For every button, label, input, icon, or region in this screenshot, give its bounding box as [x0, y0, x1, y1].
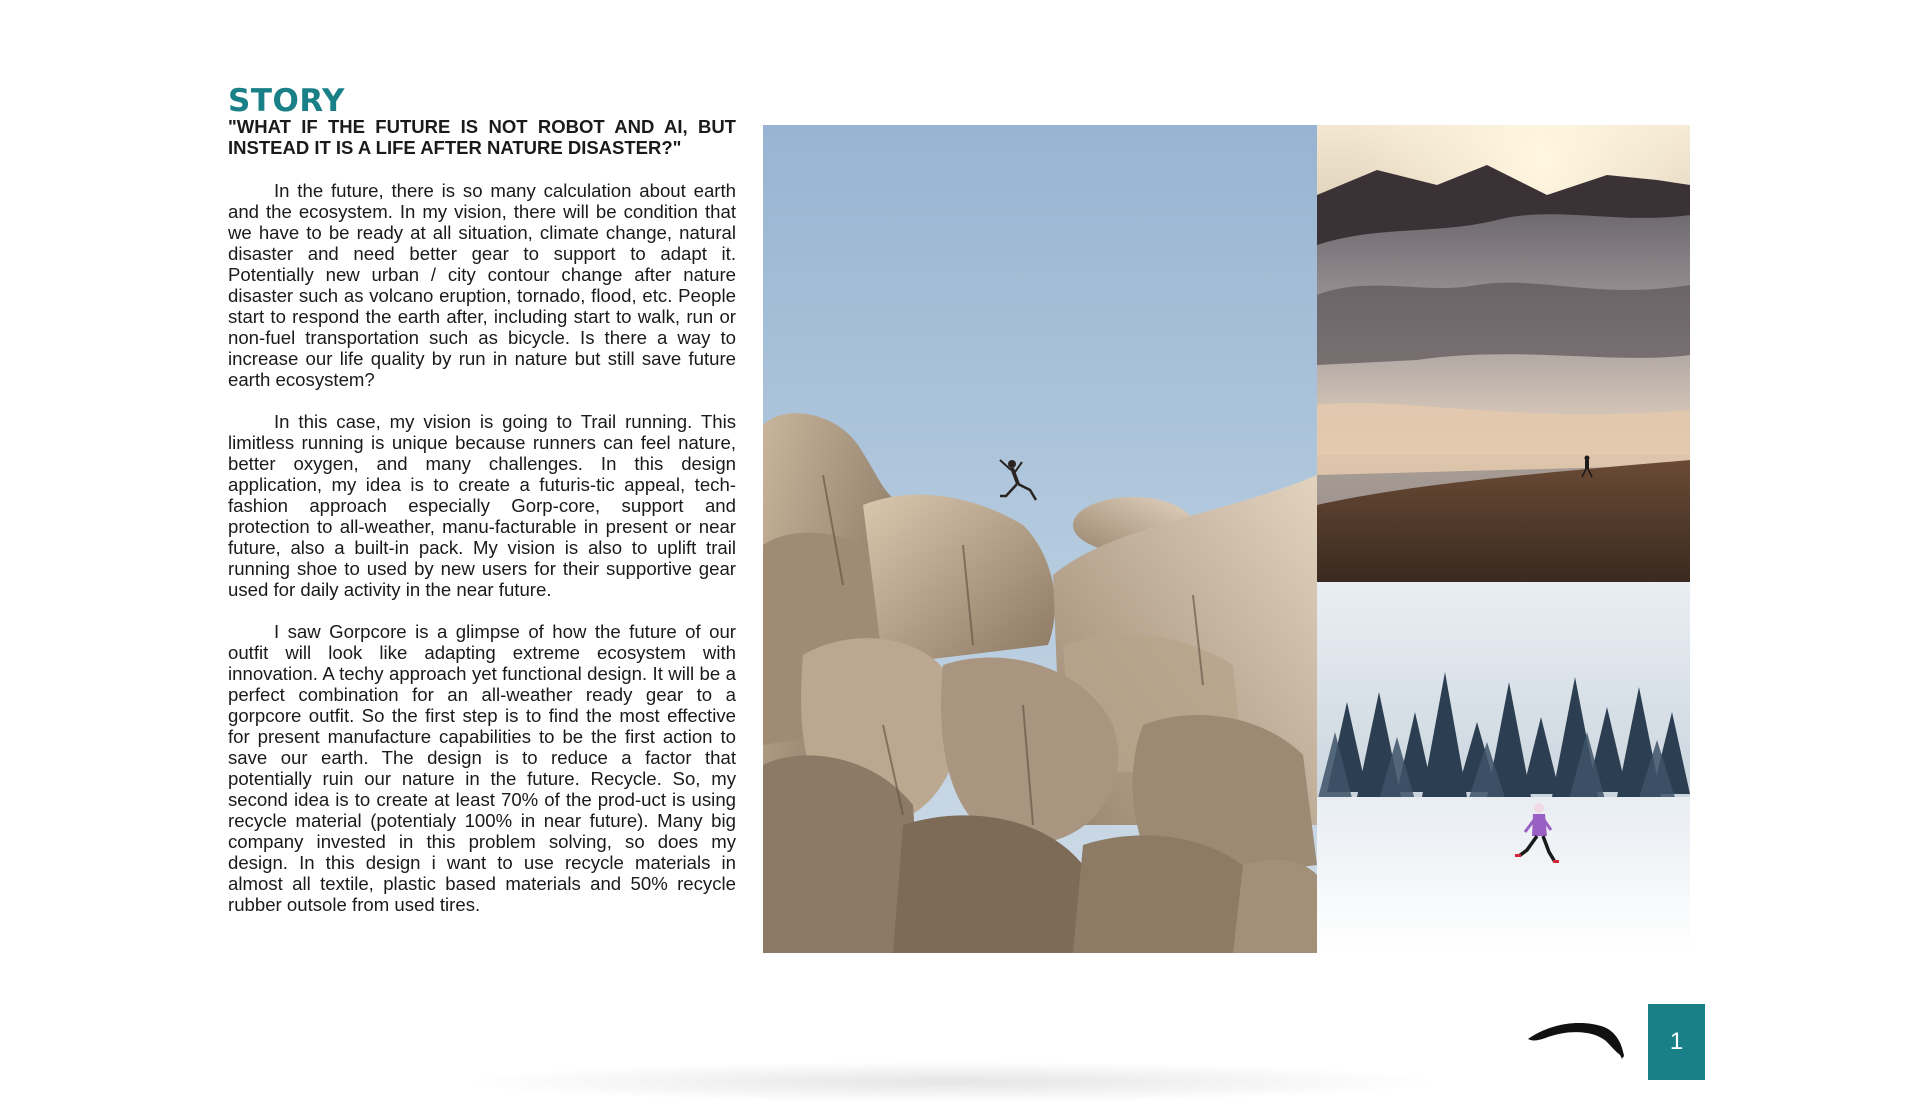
- page-number-badge: [1648, 1004, 1705, 1080]
- snow-forest-runner-photo: [1317, 582, 1690, 953]
- story-text-column: [228, 83, 736, 936]
- story-subtitle: "WHAT IF THE FUTURE IS NOT ROBOT AND AI, BUT INSTEAD IT IS A LIFE AFTER NATURE DISASTER?": [228, 116, 736, 158]
- page-number: 1: [1669, 1028, 1684, 1055]
- story-paragraph-3: I saw Gorpcore is a glimpse of how the future of our outfit will look like adapting extreme ecosystem with innovation. A techy approach yet functional design. It will be a perfect combination for an all-weather ready gear to a gorpcore outfit. So the first step is to find the most effective for present manufacture capabilities to be the first action to save our earth. The design is to reduce a factor that potentially ruin our nature in the future. Recycle. So, my second idea is to create at least 70% of the prod-uct is using recycle material (potentialy 100% in near future). Many big company invested in this problem solving, so does my design. In this design i want to use recycle materials in almost all textile, plastic based materials and 50% recycle rubber outsole from used tires.: [228, 621, 736, 915]
- page-shadow: [470, 1062, 1430, 1102]
- mountain-clouds-photo: [1317, 125, 1690, 582]
- brand-logo-icon: [1526, 1017, 1626, 1067]
- story-heading: STORY: [228, 83, 345, 119]
- story-paragraph-1: In the future, there is so many calculation about earth and the ecosystem. In my vision, there will be condition that we have to be ready at all situation, climate change, natural disaster and need better gear to support to adapt it. Potentially new urban / city contour change after nature disaster such as volcano eruption, tornado, flood, etc. People start to respond the earth after, including start to walk, run or non-fuel transportation such as bicycle. Is there a way to increase our life quality by run in nature but still save future earth ecosystem?: [228, 180, 736, 390]
- story-paragraph-2: In this case, my vision is going to Trail running. This limitless running is unique because runners can feel nature, better oxygen, and many challenges. In this design application, my idea is to create a futuris-tic appeal, tech-fashion approach especially Gorp-core, support and protection to all-weather, manu-facturable in present or near future, also a built-in pack. My vision is also to uplift trail running shoe to used by new users for their supportive gear used for daily activity in the near future.: [228, 411, 736, 600]
- boulder-runner-photo: [763, 125, 1317, 953]
